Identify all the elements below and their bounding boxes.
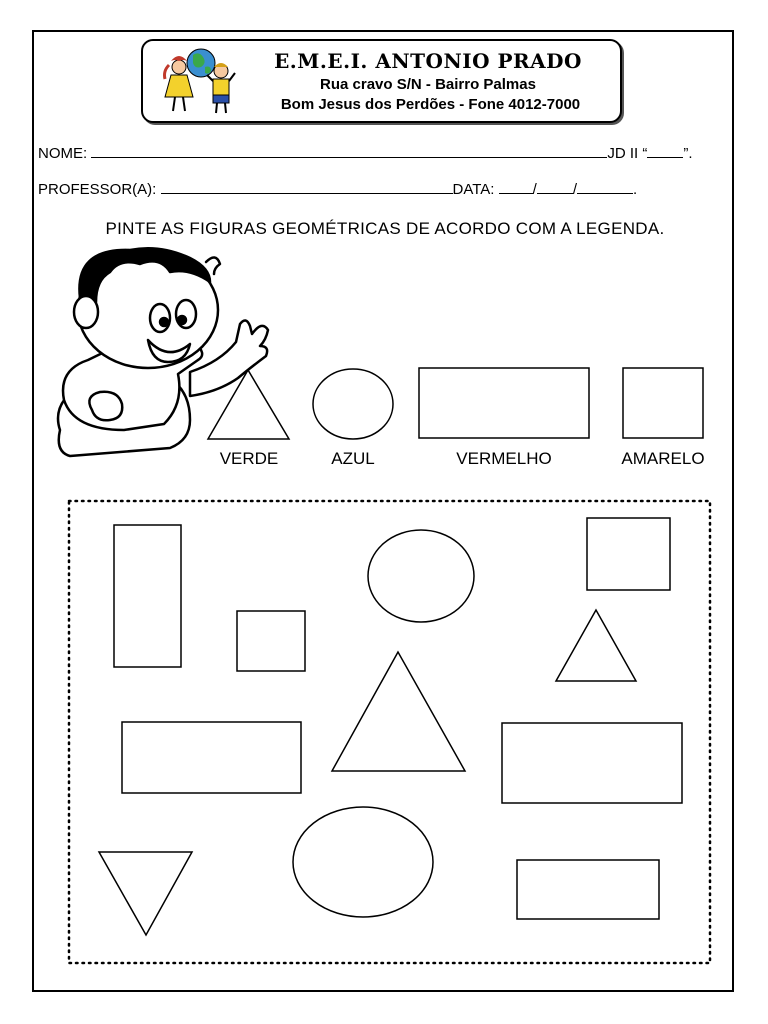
activity-square-1[interactable] <box>587 518 670 590</box>
activity-square-2[interactable] <box>237 611 305 671</box>
activity-inverted-triangle[interactable] <box>99 852 192 935</box>
school-city-phone: Bom Jesus dos Perdões - Fone 4012-7000 <box>280 96 581 113</box>
legend-circle <box>313 369 393 439</box>
date-sep-1: / <box>532 181 537 198</box>
cartoon-boy-waving-icon <box>58 248 268 456</box>
activity-rectangle-1[interactable] <box>122 722 301 793</box>
school-address: Rua cravo S/N - Bairro Palmas <box>320 76 536 93</box>
teacher-label: PROFESSOR(A): <box>38 181 157 198</box>
date-sep-2: / <box>572 181 577 198</box>
activity-triangle-1[interactable] <box>556 610 636 681</box>
class-suffix: ”. <box>683 145 693 162</box>
legend-label-verde: VERDE <box>219 449 279 468</box>
activity-rectangle-2[interactable] <box>502 723 682 803</box>
activity-tall-rectangle[interactable] <box>114 525 181 667</box>
name-label: NOME: <box>38 145 88 162</box>
activity-circle-2[interactable] <box>293 807 433 917</box>
activity-triangle-2[interactable] <box>332 652 465 771</box>
legend-rectangle <box>419 368 589 438</box>
activity-rectangle-3[interactable] <box>517 860 659 919</box>
class-label: JD II “ <box>607 145 648 162</box>
activity-circle-1[interactable] <box>368 530 474 622</box>
instruction-text: PINTE AS FIGURAS GEOMÉTRICAS DE ACORDO COM A LEGENDA. <box>105 219 665 238</box>
school-name: E.M.E.I. ANTONIO PRADO <box>274 49 582 73</box>
activity-dotted-border <box>69 501 710 963</box>
legend-label-vermelho: VERMELHO <box>456 449 552 468</box>
legend-square <box>623 368 703 438</box>
legend-label-amarelo: AMARELO <box>621 449 705 468</box>
date-label: DATA: <box>452 181 495 198</box>
date-end: . <box>633 181 638 198</box>
legend-label-azul: AZUL <box>331 449 375 468</box>
